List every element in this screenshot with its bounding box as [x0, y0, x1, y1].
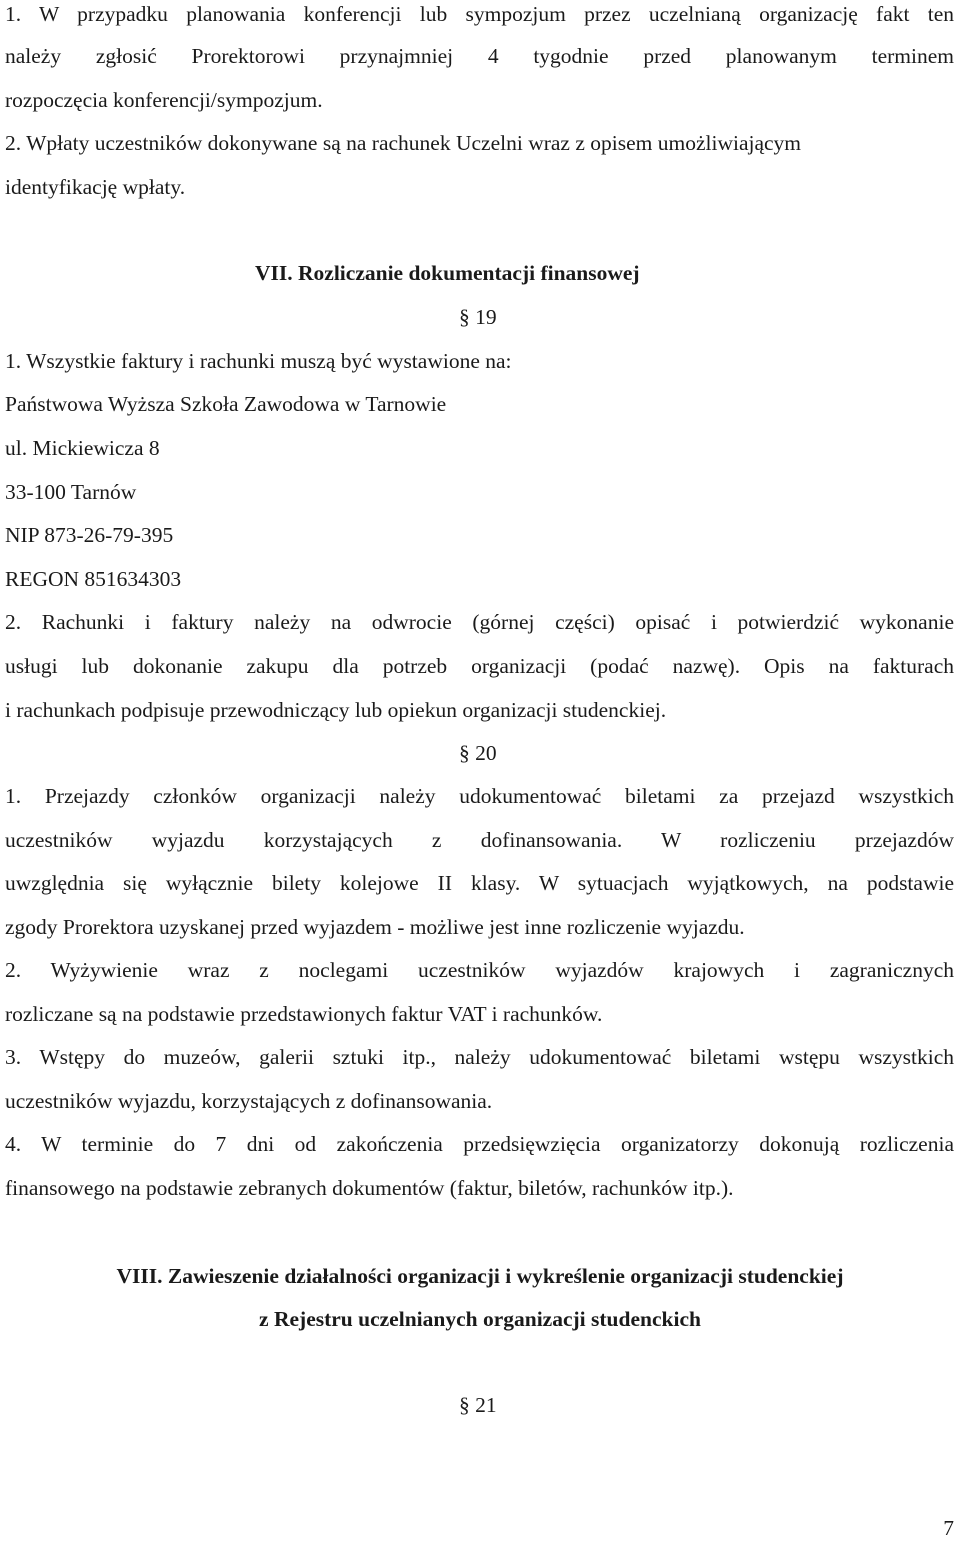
- paragraph-line: 3. Wstępy do muzeów, galerii sztuki itp., należy udokumentować biletami wstępu wszystkich: [5, 1045, 954, 1069]
- paragraph-line: 2. Wyżywienie wraz z noclegami uczestników wyjazdów krajowych i zagranicznych: [5, 958, 954, 982]
- paragraph-line: uczestników wyjazdu korzystających z dofinansowania. W rozliczeniu przejazdów: [5, 828, 954, 852]
- paragraph-number: § 19: [459, 305, 497, 329]
- address-line: ul. Mickiewicza 8: [5, 436, 160, 460]
- section-heading: z Rejestru uczelnianych organizacji studenckich: [259, 1307, 701, 1331]
- paragraph-line: rozpoczęcia konferencji/sympozjum.: [5, 88, 323, 112]
- paragraph-line: należy zgłosić Prorektorowi przynajmniej 4 tygodnie przed planowanym terminem: [5, 44, 954, 68]
- address-line: 33-100 Tarnów: [5, 480, 137, 504]
- paragraph-line: i rachunkach podpisuje przewodniczący lub opiekun organizacji studenckiej.: [5, 698, 667, 722]
- address-line: NIP 873-26-79-395: [5, 523, 174, 547]
- paragraph-line: identyfikację wpłaty.: [5, 175, 186, 199]
- paragraph-line: 2. Rachunki i faktury należy na odwrocie (górnej części) opisać i potwierdzić wykonanie: [5, 610, 954, 634]
- section-heading: VIII. Zawieszenie działalności organizacji i wykreślenie organizacji studenckiej: [116, 1264, 844, 1288]
- address-line: Państwowa Wyższa Szkoła Zawodowa w Tarnowie: [5, 392, 447, 416]
- paragraph-number: § 21: [459, 1393, 497, 1417]
- page-number: 7: [943, 1516, 954, 1540]
- paragraph-line: uwzględnia się wyłącznie bilety kolejowe II klasy. W sytuacjach wyjątkowych, na podstawie: [5, 871, 954, 895]
- paragraph-line: rozliczane są na podstawie przedstawionych faktur VAT i rachunków.: [5, 1002, 603, 1026]
- paragraph-line: 1. W przypadku planowania konferencji lub sympozjum przez uczelnianą organizację fakt ten: [5, 2, 954, 26]
- paragraph-line: zgody Prorektora uzyskanej przed wyjazdem - możliwe jest inne rozliczenie wyjazdu.: [5, 915, 745, 939]
- address-line: REGON 851634303: [5, 567, 182, 591]
- list-item: 1. Wszystkie faktury i rachunki muszą być wystawione na:: [5, 349, 512, 373]
- paragraph-line: 4. W terminie do 7 dni od zakończenia przedsięwzięcia organizatorzy dokonują rozliczenia: [5, 1132, 954, 1156]
- paragraph-line: finansowego na podstawie zebranych dokumentów (faktur, biletów, rachunków itp.).: [5, 1176, 734, 1200]
- section-heading: VII. Rozliczanie dokumentacji finansowej: [255, 261, 640, 285]
- paragraph-line: 1. Przejazdy członków organizacji należy udokumentować biletami za przejazd wszystkich: [5, 784, 954, 808]
- paragraph-line: uczestników wyjazdu, korzystających z dofinansowania.: [5, 1089, 493, 1113]
- paragraph-line: 2. Wpłaty uczestników dokonywane są na rachunek Uczelni wraz z opisem umożliwiającym: [5, 131, 802, 155]
- paragraph-number: § 20: [459, 741, 497, 765]
- paragraph-line: usługi lub dokonanie zakupu dla potrzeb organizacji (podać nazwę). Opis na fakturach: [5, 654, 954, 678]
